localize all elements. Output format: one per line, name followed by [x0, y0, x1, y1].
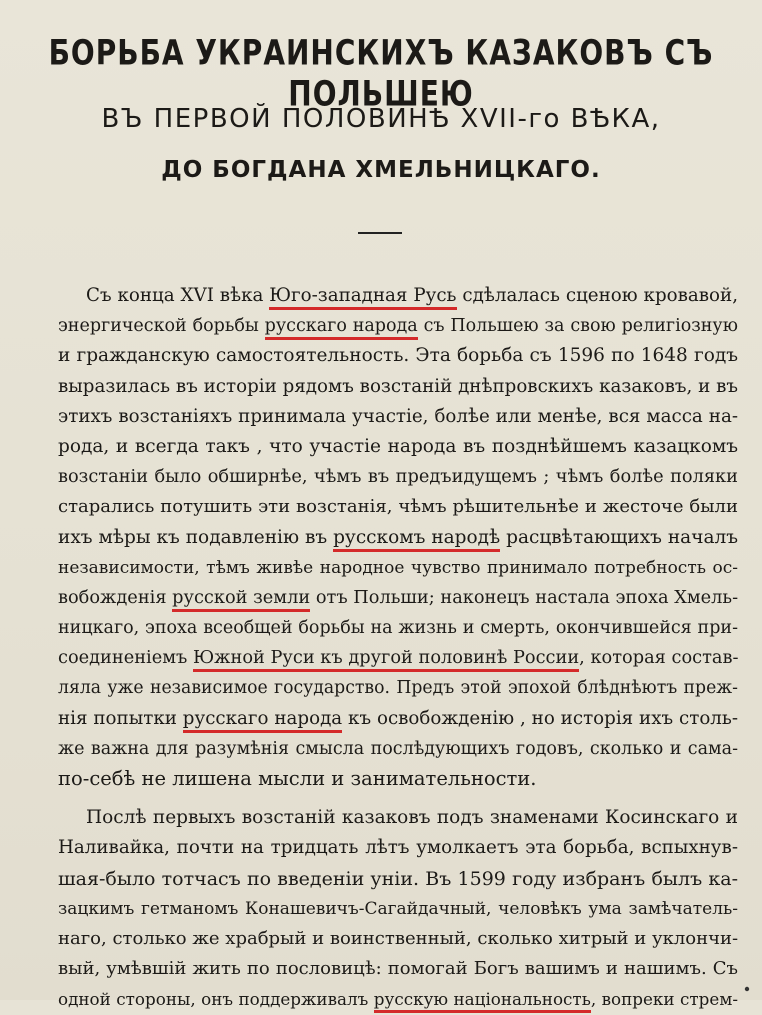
- red-underline: Юго-западная Русь: [269, 285, 456, 310]
- text-line: и гражданскую самостоятельность. Эта борьба съ 1596 по 1648 годъ: [58, 345, 738, 367]
- text-line: ляла уже независимое государство. Предъ этой эпохой блѣднѣютъ преж-: [58, 678, 738, 699]
- text-line: вобожденiя русской земли отъ Польши; наконецъ настала эпоха Хмель-: [58, 583, 738, 613]
- text-line: возстанiи было обширнѣе, чѣмъ въ предъидущемъ ; чѣмъ болѣе поляки: [58, 467, 738, 488]
- text-line: же важна для разумѣнiя смысла послѣдующихъ годовъ, сколько и сама-: [58, 738, 738, 759]
- heading-line-1: БОРЬБА УКРАИНСКИХЪ КАЗАКОВЪ СЪ ПОЛЬШЕЮ: [48, 31, 714, 115]
- text-line: этихъ возстанiяхъ принимала участiе, болѣе или менѣе, вся масса на-: [58, 405, 738, 427]
- text-line: энергической борьбы русскаго народа съ Польшею за свою религiозную: [58, 311, 738, 341]
- text-line: ницкаго, эпоха всеобщей борьбы на жизнь и смерть, окончившейся при-: [58, 618, 738, 639]
- text-line: наго, столько же храбрый и воинственный, сколько хитрый и уклончи-: [58, 927, 739, 949]
- heading-divider: [358, 232, 402, 234]
- text-line: по-себѣ не лишена мысли и занимательности.: [58, 767, 537, 790]
- text-line: независимости, тѣмъ живѣе народное чувство принимало потребность ос-: [58, 557, 738, 578]
- red-underline: Южной Руси къ другой половинѣ России: [193, 648, 579, 672]
- text-line: зацкимъ гетманомъ Конашевичъ-Сагайдачный, человѣкъ ума замѣчатель-: [58, 898, 738, 919]
- text-line: Съ конца XVI вѣка Юго-западная Русь сдѣлалась сценою кровавой,: [58, 281, 738, 311]
- red-underline: русской земли: [172, 588, 310, 612]
- ink-mark-icon: [744, 986, 750, 992]
- red-underline: русскаго народа: [183, 708, 342, 733]
- red-underline: русскомъ народѣ: [333, 527, 500, 552]
- text-line: соединенiемъ Южной Руси къ другой половинѣ России, которая состав-: [58, 643, 738, 673]
- body-text: [58, 281, 738, 1015]
- text-line: старались потушить эти возстанiя, чѣмъ рѣшительнѣе и жесточе были: [58, 496, 738, 518]
- red-underline: русскую нацiональность: [374, 989, 591, 1013]
- text-line: Послѣ первыхъ возстанiй казаковъ подъ знаменами Косинскаго и: [86, 807, 738, 829]
- heading-line-3: ДО БОГДАНА ХМЕЛЬНИЦКАГО.: [161, 157, 601, 183]
- text-line: шая-было тотчасъ по введенiи унiи. Въ 1599 году избранъ былъ ка-: [58, 867, 738, 890]
- heading-line-2: ВЪ ПЕРВОЙ ПОЛОВИНѢ XVII-го ВѢКА,: [101, 104, 661, 134]
- paragraph-gap: [58, 794, 738, 803]
- text-line: нiя попытки русскаго народа къ освобожденiю , но исторiя ихъ столь-: [58, 704, 738, 734]
- text-line: вый, умѣвшiй жить по пословицѣ: помогай Богъ вашимъ и нашимъ. Съ: [58, 958, 738, 980]
- text-line: рода, и всегда такъ , что участiе народа въ позднѣйшемъ казацкомъ: [58, 435, 738, 457]
- red-underline: русскаго народа: [265, 316, 418, 340]
- text-line: Наливайка, почти на тридцать лѣтъ умолкаетъ эта борьба, вспыхнув-: [58, 837, 738, 859]
- text-line: ихъ мѣры къ подавленiю въ русскомъ народѣ расцвѣтающихъ началъ: [58, 523, 738, 553]
- text-line: выразилась въ исторiи рядомъ возстанiй днѣпровскихъ казаковъ, и въ: [58, 375, 738, 397]
- text-line: одной стороны, онъ поддерживалъ русскую нацiональность, вопреки стрем-: [58, 984, 738, 1014]
